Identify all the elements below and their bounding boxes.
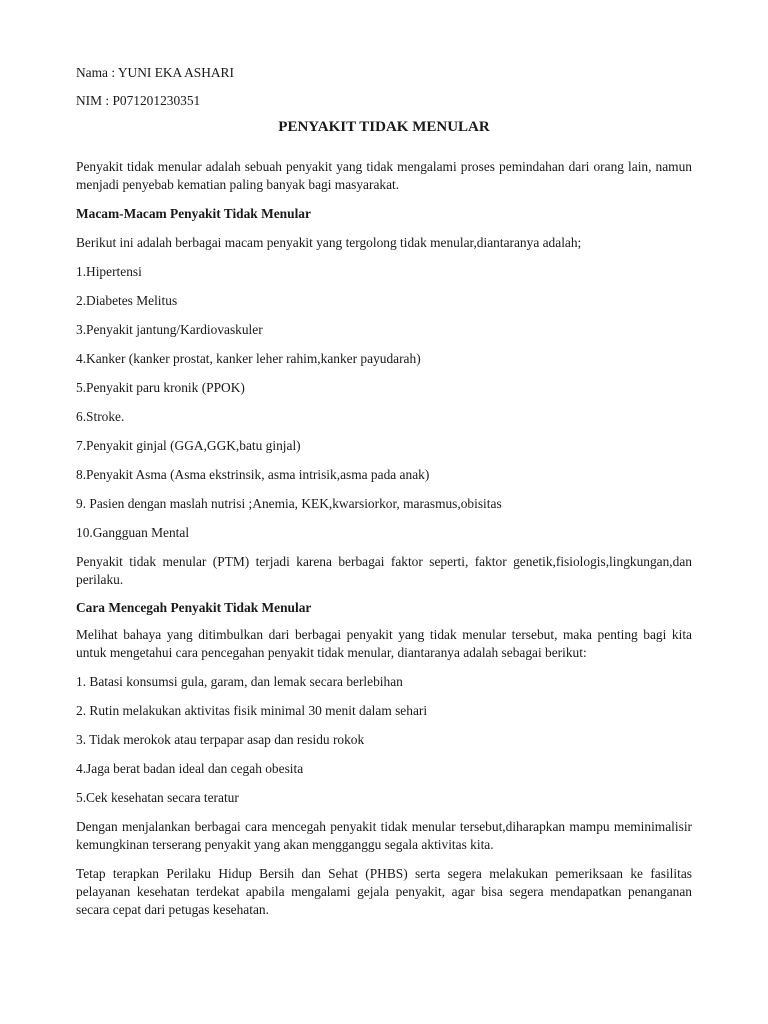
list-item: 3.Penyakit jantung/Kardiovaskuler	[76, 322, 263, 337]
list-item: 5.Penyakit paru kronik (PPOK)	[76, 380, 245, 395]
list-item: 9. Pasien dengan maslah nutrisi ;Anemia, KEK,kwarsiorkor, marasmus,obisitas	[76, 496, 502, 511]
student-name: Nama : YUNI EKA ASHARI	[76, 65, 234, 80]
section-heading-types: Macam-Macam Penyakit Tidak Menular	[76, 206, 311, 221]
student-nim: NIM : P071201230351	[76, 93, 201, 108]
list-item: 1. Batasi konsumsi gula, garam, dan lemak secara berlebihan	[76, 674, 403, 689]
section-closing-types: Penyakit tidak menular (PTM) terjadi karena berbagai faktor seperti, faktor genetik,fisiologis,lingkungan,dan perilaku.	[76, 554, 692, 587]
list-item: 8.Penyakit Asma (Asma ekstrinsik, asma intrisik,asma pada anak)	[76, 467, 430, 482]
list-item: 4.Kanker (kanker prostat, kanker leher rahim,kanker payudarah)	[76, 351, 421, 366]
disease-list	[76, 263, 692, 542]
list-item: 6.Stroke.	[76, 409, 125, 424]
section-lead-prevention: Melihat bahaya yang ditimbulkan dari berbagai penyakit yang tidak menular tersebut, maka penting bagi kita untuk mengetahui cara pencegahan penyakit tidak menular, diantaranya adalah sebagai berikut:	[76, 627, 692, 660]
intro-paragraph: Penyakit tidak menular adalah sebuah penyakit yang tidak mengalami proses pemindahan dari orang lain, namun menjadi penyebab kematian paling banyak bagi masyarakat.	[76, 159, 692, 192]
document-page	[76, 64, 692, 929]
list-item: 5.Cek kesehatan secara teratur	[76, 790, 239, 805]
list-item: 3. Tidak merokok atau terpapar asap dan residu rokok	[76, 732, 365, 747]
list-item: 2. Rutin melakukan aktivitas fisik minimal 30 menit dalam sehari	[76, 703, 428, 718]
page-title: PENYAKIT TIDAK MENULAR	[278, 119, 490, 135]
list-item: 7.Penyakit ginjal (GGA,GGK,batu ginjal)	[76, 438, 301, 453]
section-lead-types: Berikut ini adalah berbagai macam penyakit yang tergolong tidak menular,diantaranya adalah;	[76, 235, 582, 250]
list-item: 4.Jaga berat badan ideal dan cegah obesita	[76, 761, 304, 776]
list-item: 1.Hipertensi	[76, 264, 142, 279]
closing-paragraph-1: Dengan menjalankan berbagai cara mencegah penyakit tidak menular tersebut,diharapkan mampu meminimalisir kemungkinan terserang penyakit yang akan mengganggu segala aktivitas kita.	[76, 819, 692, 852]
section-heading-prevention: Cara Mencegah Penyakit Tidak Menular	[76, 600, 312, 615]
list-item: 2.Diabetes Melitus	[76, 293, 178, 308]
prevention-list	[76, 673, 692, 807]
list-item: 10.Gangguan Mental	[76, 525, 190, 540]
closing-paragraph-2: Tetap terapkan Perilaku Hidup Bersih dan Sehat (PHBS) serta segera melakukan pemeriksaan ke fasilitas pelayanan kesehatan terdekat apabila mengalami gejala penyakit, agar bisa segera mendapatkan penanganan secara cepat dari petugas kesehatan.	[76, 866, 692, 917]
